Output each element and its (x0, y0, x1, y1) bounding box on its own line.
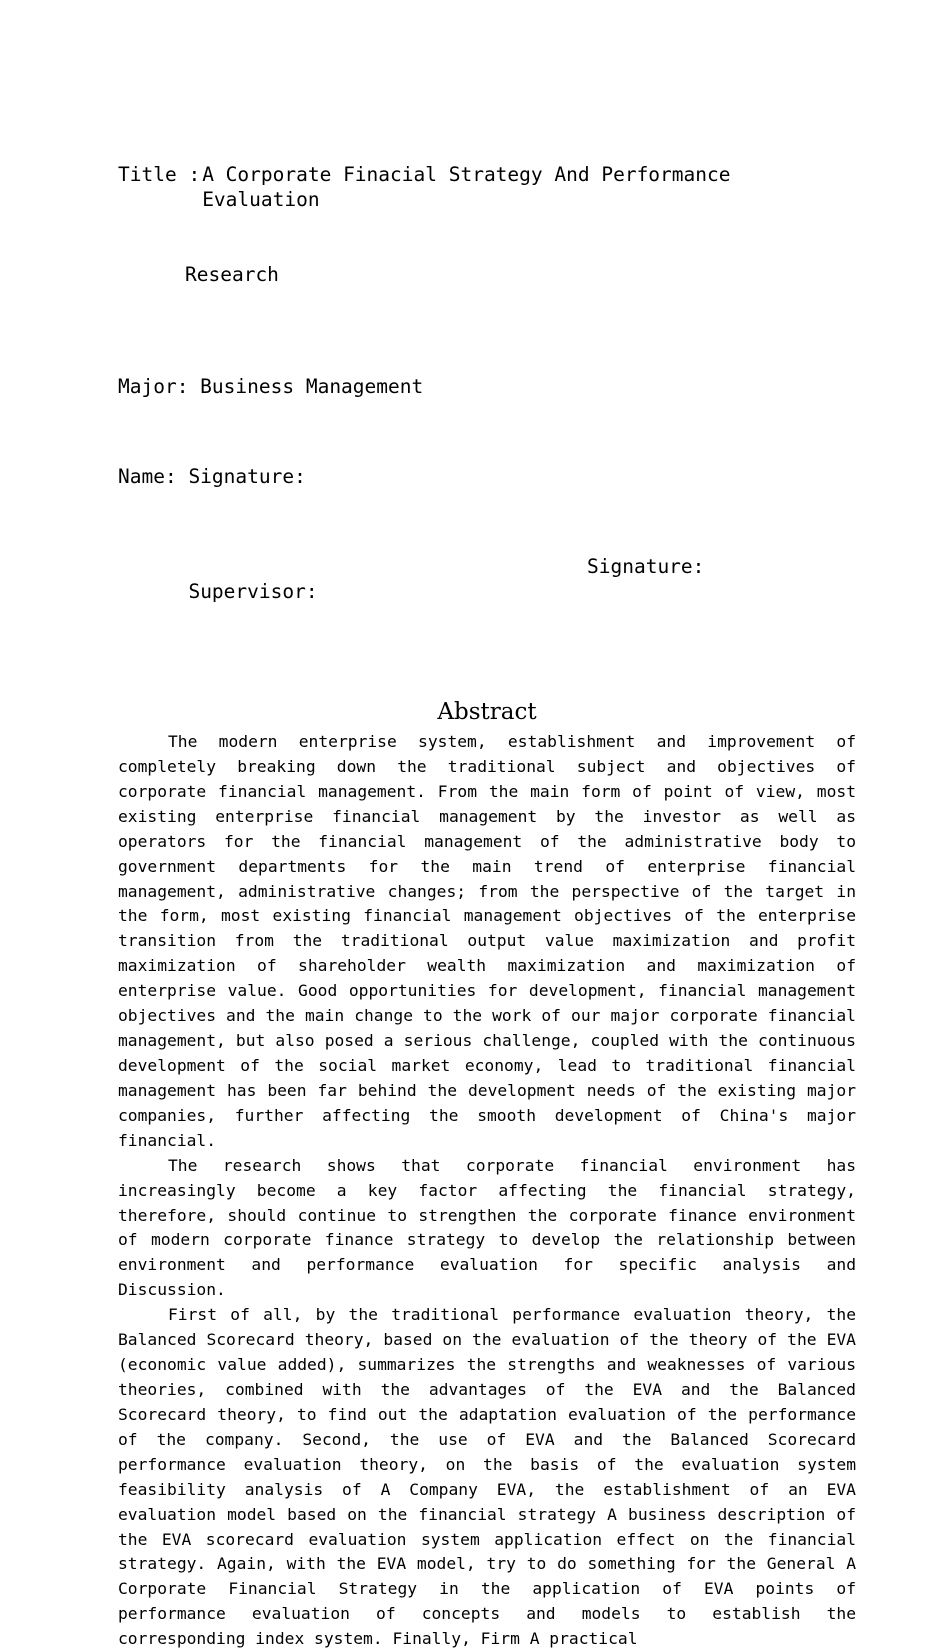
thesis-header (118, 112, 856, 629)
abstract-paragraph: The modern enterprise system, establishment and improvement of completely breaking down the traditional subject and objectives of corporate financial management. From the main form of point of view, most existing enterprise financial management by the investor as well as operators for the financial management of the administrative body to government departments for the main trend of enterprise financial management, administrative changes; from the perspective of the target in the form, most existing financial management objectives of the enterprise transition from the traditional output value maximization and profit maximization of shareholder wealth maximization and maximization of enterprise value. Good opportunities for development, financial management objectives and the main change to the work of our major corporate financial management, but also posed a serious challenge, coupled with the continuous development of the social market economy, lead to traditional financial management has been far behind the development needs of the existing major companies, further affecting the smooth development of China's major financial. (118, 732, 856, 1150)
supervisor-signature-label: Signature: (587, 555, 705, 578)
document-page (118, 112, 856, 1652)
abstract-paragraph: The research shows that corporate financial environment has increasingly become a key factor affecting the financial strategy, therefore, should continue to strengthen the corporate finance environment of modern corporate finance strategy to develop the relationship between environment and performance evaluation for specific analysis and Discussion. (118, 1155, 856, 1300)
major-line: Major: Business Management (118, 375, 424, 398)
supervisor-line (118, 554, 856, 603)
title-text: A Corporate Finacial Strategy And Performance Evaluation (202, 163, 743, 211)
title-row (118, 162, 856, 212)
abstract-heading: Abstract (437, 699, 537, 725)
abstract-paragraph: First of all, by the traditional performance evaluation theory, the Balanced Scorecard theory, based on the evaluation of the theory of the EVA (economic value added), summarizes the strengths and weaknesses of various theories, combined with the advantages of the EVA and the Balanced Scorecard theory, to find out the adaptation evaluation of the performance of the company. Second, the use of EVA and the Balanced Scorecard performance evaluation theory, on the basis of the evaluation system feasibility analysis of A Company EVA, the establishment of an EVA evaluation model based on the financial strategy A business description of the EVA scorecard evaluation system application effect on the financial strategy. Again, with the EVA model, try to do something for the General A Corporate Financial Strategy in the application of EVA points of performance evaluation of concepts and models to establish the corresponding index system. Finally, Firm A practical (118, 1305, 856, 1649)
title-label: Title : (118, 163, 201, 186)
name-line: Name: Signature: (118, 465, 306, 488)
abstract-body (118, 730, 856, 1652)
supervisor-label: Supervisor: (188, 580, 318, 603)
title-text-continued: Research (185, 263, 279, 286)
